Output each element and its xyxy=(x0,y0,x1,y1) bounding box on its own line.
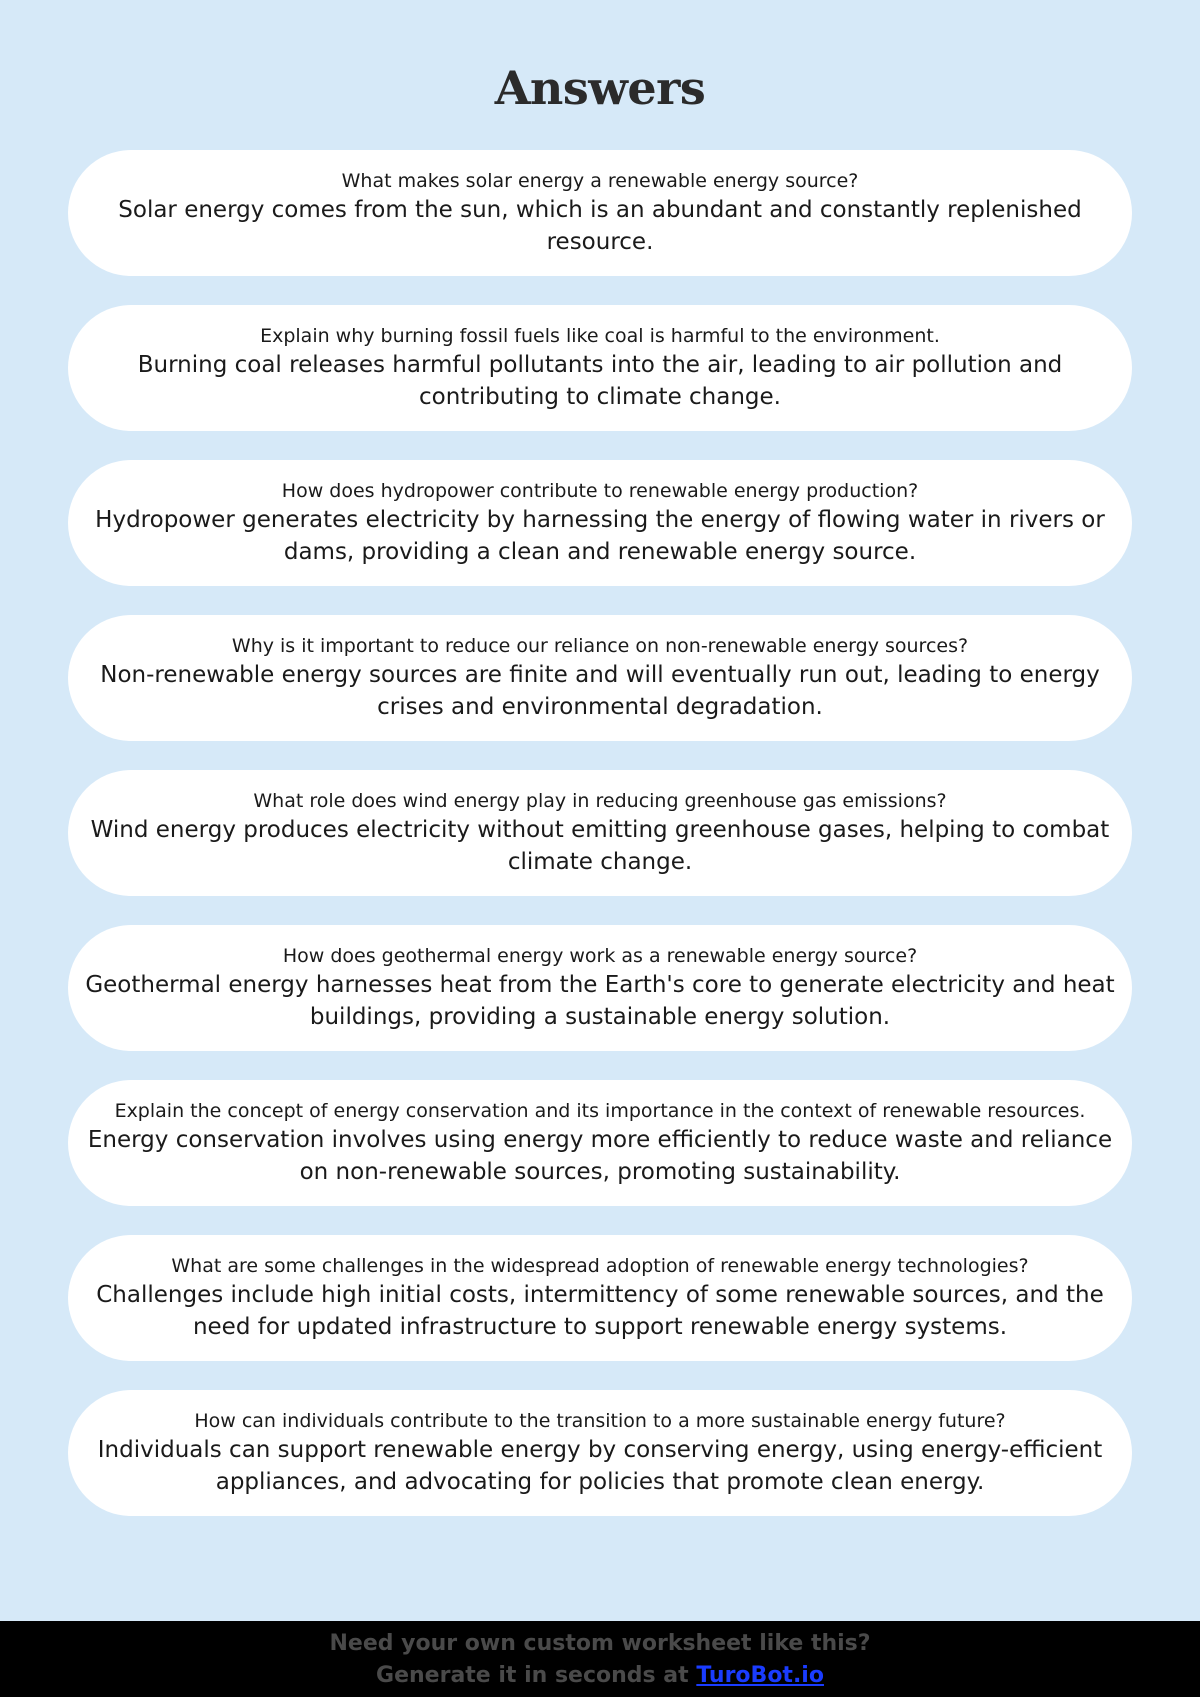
question-text: Explain why burning fossil fuels like coal is harmful to the environment. xyxy=(260,325,940,347)
qa-card-8 xyxy=(68,1235,1132,1361)
qa-card-3 xyxy=(68,460,1132,586)
question-text: How does hydropower contribute to renewable energy production? xyxy=(281,480,919,502)
answer-text: Hydropower generates electricity by harnessing the energy of flowing water in rivers or dams, providing a clean and renewable energy source. xyxy=(95,507,1105,565)
qa-card-7 xyxy=(68,1080,1132,1206)
question-text: How does geothermal energy work as a renewable energy source? xyxy=(282,945,918,967)
answer-text: Individuals can support renewable energy by conserving energy, using energy-efficient appliances, and advocating for policies that promote clean energy. xyxy=(97,1437,1103,1495)
answer-text: Non-renewable energy sources are finite and will eventually run out, leading to energy crises and environmental degradation. xyxy=(100,662,1100,720)
question-text: Explain the concept of energy conservation and its importance in the context of renewable resources. xyxy=(114,1100,1086,1122)
question-text: What are some challenges in the widespread adoption of renewable energy technologies? xyxy=(171,1255,1029,1277)
qa-card-6 xyxy=(68,925,1132,1051)
turobot-link[interactable]: TuroBot.io xyxy=(696,1663,824,1688)
qa-card-9 xyxy=(68,1390,1132,1516)
question-text: Why is it important to reduce our reliance on non-renewable energy sources? xyxy=(231,635,969,657)
answer-text: Solar energy comes from the sun, which is an abundant and constantly replenished resource. xyxy=(118,197,1082,255)
qa-card-4 xyxy=(68,615,1132,741)
footer-line-1: Need your own custom worksheet like this? xyxy=(329,1631,871,1656)
question-text: How can individuals contribute to the transition to a more sustainable energy future? xyxy=(194,1410,1006,1432)
answer-text: Energy conservation involves using energy more efficiently to reduce waste and reliance on non-renewable sources, promoting sustainability. xyxy=(87,1127,1113,1185)
qa-card-1 xyxy=(68,150,1132,276)
answer-text: Challenges include high initial costs, intermittency of some renewable sources, and the need for updated infrastructure to support renewable energy systems. xyxy=(96,1282,1104,1340)
footer-line-2 xyxy=(0,1660,1200,1692)
answer-text: Wind energy produces electricity without emitting greenhouse gases, helping to combat climate change. xyxy=(90,817,1110,875)
answer-text: Geothermal energy harnesses heat from the Earth's core to generate electricity and heat buildings, providing a sustainable energy solution. xyxy=(85,972,1115,1030)
qa-card-5 xyxy=(68,770,1132,896)
page-title: Answers xyxy=(494,61,706,115)
question-text: What makes solar energy a renewable energy source? xyxy=(341,170,859,192)
question-text: What role does wind energy play in reducing greenhouse gas emissions? xyxy=(253,790,947,812)
qa-card-2 xyxy=(68,305,1132,431)
qa-list xyxy=(68,150,1132,1545)
footer-line-2-text: Generate it in seconds at xyxy=(376,1663,697,1688)
promo-footer xyxy=(0,1621,1200,1697)
answer-text: Burning coal releases harmful pollutants into the air, leading to air pollution and contributing to climate change. xyxy=(137,352,1063,410)
